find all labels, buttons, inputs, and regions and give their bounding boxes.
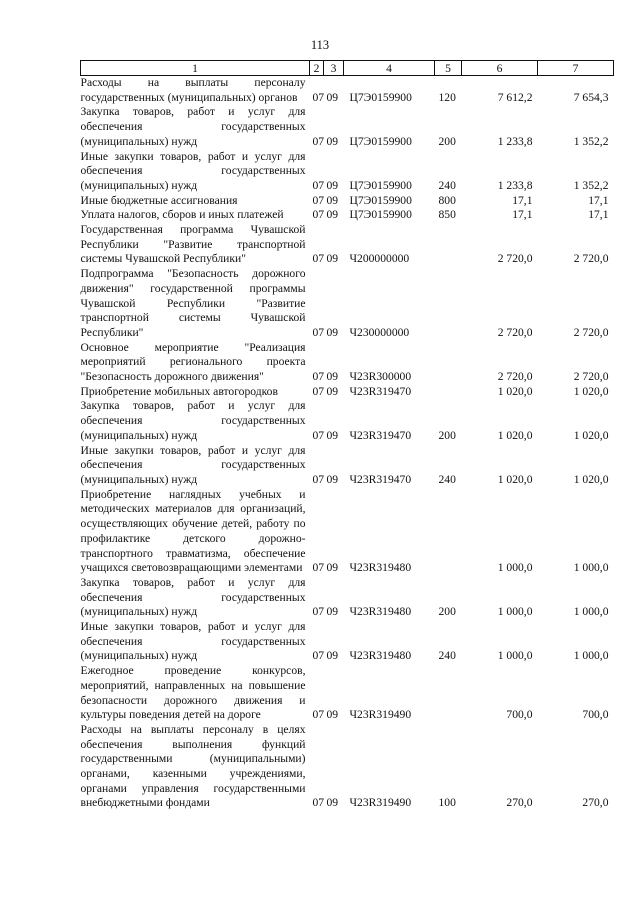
row-name: Ежегодное проведение конкурсов, мероприятий, направленных на повышение безопасности дорожного движения и культуры поведения детей на дороге (80, 664, 306, 722)
row-amount-year1: 17,1 (512, 193, 533, 207)
row-amount-year1: 2 720,0 (497, 370, 533, 384)
row-expense-type: 200 (438, 428, 456, 442)
row-name: Расходы на выплаты персоналу государственных (муниципальных) органов (80, 76, 306, 104)
row-target-article: Ч23R319470 (349, 472, 412, 486)
row-amount-year2: 1 000,0 (573, 561, 609, 575)
row-expense-type: 240 (438, 649, 456, 663)
table-row (81, 76, 614, 106)
row-section: 07 (312, 561, 325, 575)
row-expense-type: 240 (438, 472, 456, 486)
row-target-article: Ч23R319490 (349, 708, 412, 722)
row-amount-year1: 1 020,0 (497, 384, 533, 398)
row-amount-year2: 1 020,0 (573, 472, 609, 486)
row-name: Подпрограмма "Безопасность дорожного движения" государственной программы Чувашской Республики "Развитие транспортной системы Чувашской Республики" (80, 267, 306, 339)
row-subsection: 09 (326, 252, 339, 266)
row-amount-year2: 1 020,0 (573, 384, 609, 398)
row-section: 07 (312, 90, 325, 104)
row-amount-year1: 1 020,0 (497, 472, 533, 486)
row-amount-year2: 7 654,3 (573, 90, 609, 104)
row-section: 07 (312, 428, 325, 442)
row-expense-type: 240 (438, 178, 456, 192)
row-name: Приобретение мобильных автогородков (80, 384, 278, 398)
row-expense-type: 800 (438, 193, 456, 207)
table-row (81, 664, 614, 723)
table-row (81, 223, 614, 267)
row-name: Основное мероприятие "Реализация мероприятий регионального проекта "Безопасность дорожного движения" (80, 340, 306, 384)
row-expense-type (435, 488, 462, 576)
table-row (81, 723, 614, 811)
row-section: 07 (312, 384, 325, 398)
row-name: Иные бюджетные ассигнования (80, 193, 238, 207)
row-name: Иные закупки товаров, работ и услуг для обеспечения государственных (муниципальных) нужд (80, 443, 306, 486)
table-row (81, 194, 614, 209)
row-subsection: 09 (326, 649, 339, 663)
table-row (81, 208, 614, 223)
row-amount-year1: 1 000,0 (497, 605, 533, 619)
row-name: Закупка товаров, работ и услуг для обеспечения государственных (муниципальных) нужд (80, 575, 306, 619)
header-col-5: 5 (435, 61, 462, 76)
row-amount-year2: 1 000,0 (573, 649, 609, 663)
row-amount-year2: 1 020,0 (573, 428, 609, 442)
row-subsection: 09 (326, 561, 339, 575)
row-expense-type: 850 (438, 208, 456, 222)
row-section: 07 (312, 649, 325, 663)
row-section: 07 (312, 178, 325, 192)
row-amount-year2: 2 720,0 (573, 325, 609, 339)
budget-table (80, 60, 614, 811)
row-subsection: 09 (326, 193, 339, 207)
row-subsection: 09 (326, 208, 339, 222)
row-amount-year2: 17,1 (588, 193, 609, 207)
row-name: Уплата налогов, сборов и иных платежей (80, 208, 284, 222)
row-amount-year1: 17,1 (512, 208, 533, 222)
table-row (81, 385, 614, 400)
row-name: Закупка товаров, работ и услуг для обеспечения государственных (муниципальных) нужд (80, 399, 306, 442)
row-target-article: Ч23R319480 (349, 649, 412, 663)
row-target-article: Ц7Э0159900 (349, 178, 412, 192)
row-subsection: 09 (326, 370, 339, 384)
row-target-article: Ч23R319490 (349, 796, 412, 810)
row-target-article: Ч200000000 (349, 252, 410, 266)
row-amount-year2: 1 352,2 (573, 134, 609, 148)
row-name: Государственная программа Чувашской Республики "Развитие транспортной системы Чувашской Республики" (80, 223, 306, 266)
page-number: 113 (310, 38, 330, 52)
row-amount-year1: 1 000,0 (497, 649, 533, 663)
table-row (81, 620, 614, 664)
row-subsection: 09 (326, 134, 339, 148)
row-section: 07 (312, 193, 325, 207)
header-col-6: 6 (462, 61, 538, 76)
table-header (81, 61, 614, 76)
row-amount-year1: 2 720,0 (497, 252, 533, 266)
row-subsection: 09 (326, 472, 339, 486)
row-section: 07 (312, 708, 325, 722)
row-section: 07 (312, 325, 325, 339)
header-col-1: 1 (81, 61, 310, 76)
row-name: Закупка товаров, работ и услуг для обеспечения государственных (муниципальных) нужд (80, 105, 306, 148)
table-body (81, 76, 614, 812)
row-expense-type (435, 267, 462, 341)
header-col-3: 3 (324, 61, 344, 76)
row-section: 07 (312, 796, 325, 810)
row-section: 07 (312, 208, 325, 222)
row-expense-type (435, 223, 462, 267)
row-target-article: Ц7Э0159900 (349, 208, 412, 222)
row-amount-year2: 270,0 (582, 796, 609, 810)
row-subsection: 09 (326, 605, 339, 619)
row-amount-year2: 2 720,0 (573, 252, 609, 266)
row-section: 07 (312, 605, 325, 619)
row-name: Иные закупки товаров, работ и услуг для обеспечения государственных (муниципальных) нужд (80, 620, 306, 663)
row-amount-year2: 17,1 (588, 208, 609, 222)
row-amount-year1: 7 612,2 (497, 90, 533, 104)
header-row (81, 61, 614, 76)
row-target-article: Ц7Э0159900 (349, 90, 412, 104)
table-row (81, 399, 614, 443)
row-target-article: Ч23R300000 (349, 370, 412, 384)
header-col-2: 2 (310, 61, 324, 76)
row-section: 07 (312, 252, 325, 266)
row-name: Иные закупки товаров, работ и услуг для обеспечения государственных (муниципальных) нужд (80, 149, 306, 192)
row-amount-year1: 1 000,0 (497, 561, 533, 575)
table-row (81, 341, 614, 385)
row-subsection: 09 (326, 90, 339, 104)
row-subsection: 09 (326, 796, 339, 810)
row-amount-year1: 2 720,0 (497, 325, 533, 339)
row-section: 07 (312, 134, 325, 148)
row-amount-year1: 700,0 (506, 708, 533, 722)
row-name: Расходы на выплаты персоналу в целях обеспечения выполнения функций государственными (муниципальными) органами, казенными учреждениями, органами управления государственными внебюджетными фондами (80, 722, 306, 810)
table-row (81, 150, 614, 194)
row-subsection: 09 (326, 708, 339, 722)
row-expense-type: 200 (438, 134, 456, 148)
row-amount-year2: 1 000,0 (573, 605, 609, 619)
row-name: Приобретение наглядных учебных и методических материалов для организаций, осуществляющих обучение детей, работу по профилактике детского дорожно-транспортного травматизма, обеспечение учащихся световозвращающими элементами (80, 487, 306, 575)
table-row (81, 576, 614, 620)
row-subsection: 09 (326, 384, 339, 398)
row-subsection: 09 (326, 428, 339, 442)
row-amount-year2: 1 352,2 (573, 178, 609, 192)
row-target-article: Ц7Э0159900 (349, 193, 412, 207)
row-amount-year2: 700,0 (582, 708, 609, 722)
table-row (81, 488, 614, 576)
row-target-article: Ч23R319480 (349, 605, 412, 619)
row-amount-year1: 1 233,8 (497, 134, 533, 148)
table-row (81, 267, 614, 341)
row-section: 07 (312, 370, 325, 384)
row-expense-type (435, 341, 462, 385)
row-amount-year1: 1 233,8 (497, 178, 533, 192)
row-section: 07 (312, 472, 325, 486)
row-target-article: Ч23R319470 (349, 428, 412, 442)
row-target-article: Ч230000000 (349, 325, 410, 339)
row-amount-year1: 270,0 (506, 796, 533, 810)
table-row (81, 444, 614, 488)
row-target-article: Ц7Э0159900 (349, 134, 412, 148)
row-subsection: 09 (326, 178, 339, 192)
row-amount-year2: 2 720,0 (573, 370, 609, 384)
row-subsection: 09 (326, 325, 339, 339)
row-expense-type: 120 (438, 90, 456, 104)
row-target-article: Ч23R319480 (349, 561, 412, 575)
header-col-7: 7 (538, 61, 614, 76)
row-amount-year1: 1 020,0 (497, 428, 533, 442)
row-expense-type (435, 385, 462, 400)
row-expense-type (435, 664, 462, 723)
row-expense-type: 100 (438, 796, 456, 810)
table-row (81, 105, 614, 149)
header-col-4: 4 (344, 61, 435, 76)
row-expense-type: 200 (438, 605, 456, 619)
row-target-article: Ч23R319470 (349, 384, 412, 398)
